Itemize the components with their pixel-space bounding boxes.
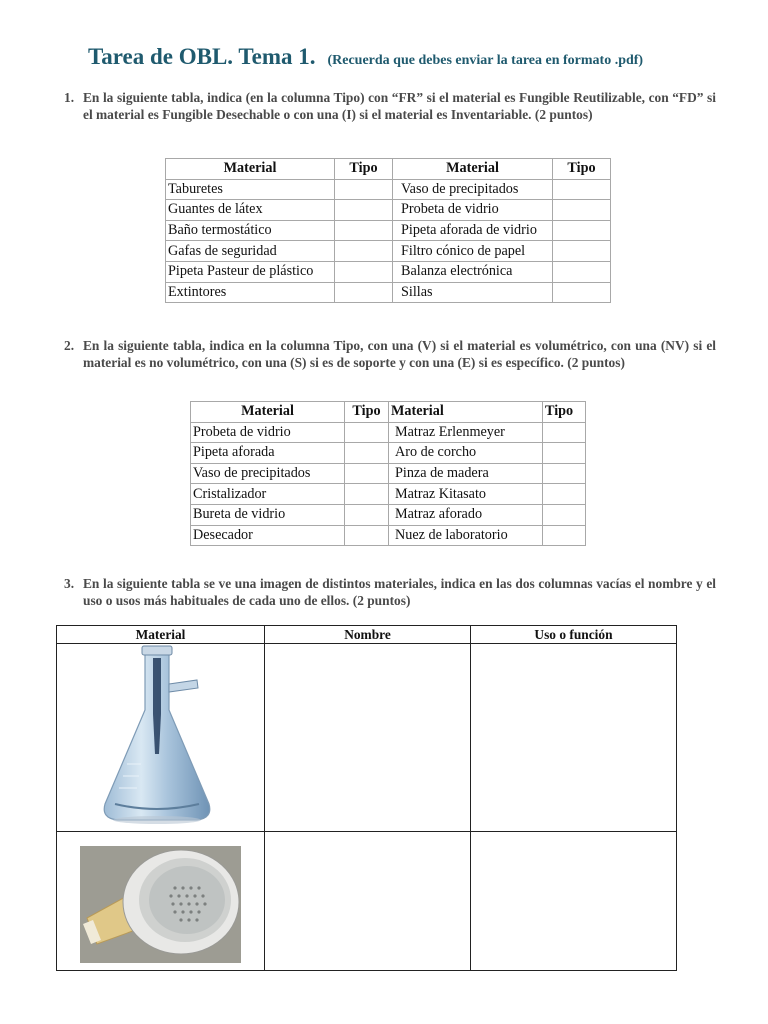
title-main: Tarea de OBL. Tema 1. bbox=[88, 44, 316, 69]
table-row bbox=[191, 484, 586, 505]
col-header: Tipo bbox=[335, 159, 393, 180]
tipo-cell[interactable] bbox=[543, 504, 586, 525]
material-cell: Pipeta aforada de vidrio bbox=[393, 220, 553, 241]
tipo-cell[interactable] bbox=[345, 443, 389, 464]
tipo-cell[interactable] bbox=[345, 422, 389, 443]
tipo-cell[interactable] bbox=[335, 220, 393, 241]
table-row bbox=[166, 241, 611, 262]
material-cell: Taburetes bbox=[166, 179, 335, 200]
tipo-cell[interactable] bbox=[543, 463, 586, 484]
uso-cell[interactable] bbox=[471, 832, 677, 971]
table-header-row bbox=[57, 626, 677, 644]
material-cell: Pipeta aforada bbox=[191, 443, 345, 464]
nombre-cell[interactable] bbox=[265, 644, 471, 832]
material-cell: Nuez de laboratorio bbox=[389, 525, 543, 546]
material-cell: Probeta de vidrio bbox=[191, 422, 345, 443]
tipo-cell[interactable] bbox=[543, 443, 586, 464]
tipo-cell[interactable] bbox=[553, 200, 611, 221]
material-cell: Vaso de precipitados bbox=[393, 179, 553, 200]
material-cell: Matraz Kitasato bbox=[389, 484, 543, 505]
question-3 bbox=[64, 576, 716, 609]
tipo-cell[interactable] bbox=[543, 422, 586, 443]
image-cell bbox=[57, 644, 265, 832]
tipo-cell[interactable] bbox=[553, 241, 611, 262]
question-2 bbox=[64, 338, 716, 371]
tipo-cell[interactable] bbox=[335, 282, 393, 303]
table-row bbox=[166, 200, 611, 221]
tipo-cell[interactable] bbox=[345, 525, 389, 546]
material-cell: Filtro cónico de papel bbox=[393, 241, 553, 262]
question-number: 2. bbox=[64, 338, 75, 353]
question-1 bbox=[64, 90, 716, 123]
col-header: Tipo bbox=[345, 402, 389, 423]
table-row bbox=[166, 261, 611, 282]
tipo-cell[interactable] bbox=[335, 241, 393, 262]
tipo-cell[interactable] bbox=[553, 220, 611, 241]
table-row bbox=[191, 525, 586, 546]
question-number: 1. bbox=[64, 90, 75, 105]
material-cell: Bureta de vidrio bbox=[191, 504, 345, 525]
question-text: En la siguiente tabla, indica (en la columna Tipo) con “FR” si el material es Fungible Reutilizable, con “FD” si el material es Fungible Desechable o con una (I) si el material es Inventariable. (2 puntos) bbox=[83, 90, 716, 122]
table-row bbox=[191, 463, 586, 484]
image-cell bbox=[57, 832, 265, 971]
col-header: Uso o función bbox=[471, 626, 677, 644]
table-row bbox=[166, 220, 611, 241]
material-cell: Matraz Erlenmeyer bbox=[389, 422, 543, 443]
kitasato-flask-photo bbox=[57, 644, 264, 827]
table-fungible bbox=[165, 158, 611, 303]
material-cell: Vaso de precipitados bbox=[191, 463, 345, 484]
material-cell: Baño termostático bbox=[166, 220, 335, 241]
tipo-cell[interactable] bbox=[335, 200, 393, 221]
col-header: Material bbox=[166, 159, 335, 180]
col-header: Material bbox=[393, 159, 553, 180]
material-cell: Probeta de vidrio bbox=[393, 200, 553, 221]
table-row bbox=[191, 443, 586, 464]
material-cell: Extintores bbox=[166, 282, 335, 303]
material-cell: Aro de corcho bbox=[389, 443, 543, 464]
col-header: Material bbox=[57, 626, 265, 644]
material-cell: Matraz aforado bbox=[389, 504, 543, 525]
material-cell: Guantes de látex bbox=[166, 200, 335, 221]
tipo-cell[interactable] bbox=[345, 484, 389, 505]
material-cell: Desecador bbox=[191, 525, 345, 546]
table-identify bbox=[56, 625, 677, 971]
material-cell: Pinza de madera bbox=[389, 463, 543, 484]
nombre-cell[interactable] bbox=[265, 832, 471, 971]
tipo-cell[interactable] bbox=[543, 525, 586, 546]
tipo-cell[interactable] bbox=[335, 179, 393, 200]
tipo-cell[interactable] bbox=[553, 261, 611, 282]
table-row bbox=[57, 832, 677, 971]
question-text: En la siguiente tabla, indica en la columna Tipo, con una (V) si el material es volumétrico, con una (NV) si el material es no volumétrico, con una (S) si es de soporte y con una (E) si es específico. (2 puntos) bbox=[83, 338, 716, 370]
tipo-cell[interactable] bbox=[335, 261, 393, 282]
table-row bbox=[191, 504, 586, 525]
tipo-cell[interactable] bbox=[345, 463, 389, 484]
table-row bbox=[191, 422, 586, 443]
table-row bbox=[166, 179, 611, 200]
tipo-cell[interactable] bbox=[553, 179, 611, 200]
material-cell: Gafas de seguridad bbox=[166, 241, 335, 262]
col-header: Tipo bbox=[553, 159, 611, 180]
material-cell: Sillas bbox=[393, 282, 553, 303]
buchner-funnel-photo bbox=[57, 832, 264, 966]
table-row bbox=[166, 282, 611, 303]
table-volumetric bbox=[190, 401, 586, 546]
col-header: Nombre bbox=[265, 626, 471, 644]
tipo-cell[interactable] bbox=[553, 282, 611, 303]
page-title bbox=[88, 44, 643, 70]
material-cell: Cristalizador bbox=[191, 484, 345, 505]
col-header: Tipo bbox=[543, 402, 586, 423]
table-header-row bbox=[166, 159, 611, 180]
table-row bbox=[57, 644, 677, 832]
tipo-cell[interactable] bbox=[345, 504, 389, 525]
tipo-cell[interactable] bbox=[543, 484, 586, 505]
material-cell: Balanza electrónica bbox=[393, 261, 553, 282]
title-note: (Recuerda que debes enviar la tarea en formato .pdf) bbox=[327, 53, 644, 68]
question-number: 3. bbox=[64, 576, 75, 591]
question-text: En la siguiente tabla se ve una imagen de distintos materiales, indica en las dos columnas vacías el nombre y el uso o usos más habituales de cada uno de ellos. (2 puntos) bbox=[83, 576, 716, 608]
col-header: Material bbox=[389, 402, 543, 423]
col-header: Material bbox=[191, 402, 345, 423]
table-header-row bbox=[191, 402, 586, 423]
uso-cell[interactable] bbox=[471, 644, 677, 832]
material-cell: Pipeta Pasteur de plástico bbox=[166, 261, 335, 282]
